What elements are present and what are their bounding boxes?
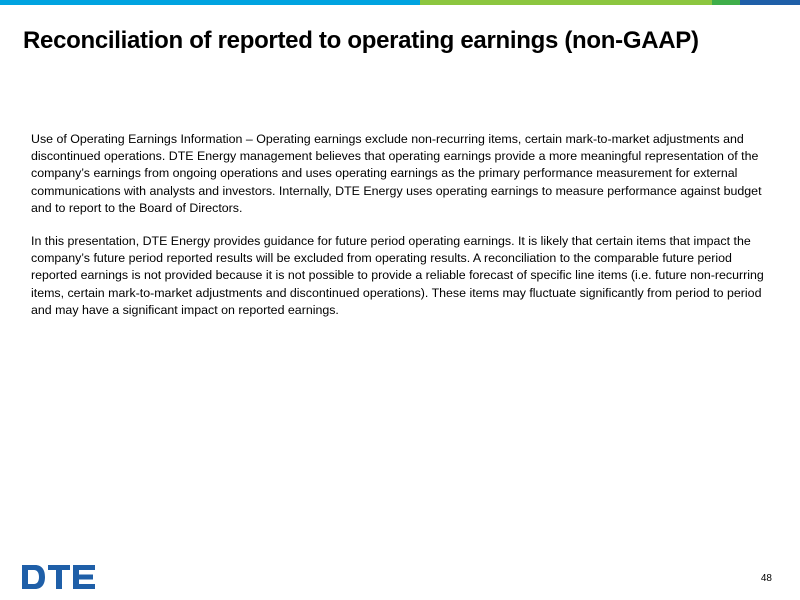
paragraph-operating-earnings: Use of Operating Earnings Information – Operating earnings exclude non-recurring items, certain mark-to-market adjustments and discontinued operations. DTE Energy management believes that operating earnings provide a more meaningful representation of the company’s earnings from ongoing operations and uses operating earnings as the primary performance measurement for external communications with analysts and investors. Internally, DTE Energy uses operating earnings to measure performance against budget and to report to the Board of Directors. [31, 132, 762, 215]
accent-bar-blue [0, 0, 420, 5]
paragraph-guidance: In this presentation, DTE Energy provides guidance for future period operating earnings. It is likely that certain items that impact the company’s future period reported results will be excluded from operating results. A reconciliation to the comparable future period reported earnings is not provided because it is not possible to provide a reliable forecast of specific line items (i.e. future non-recurring items, certain mark-to-market adjustments and discontinued operations). These items may fluctuate significantly from period to period and may have a significant impact on reported earnings. [31, 234, 764, 317]
dte-logo [22, 565, 96, 589]
accent-bar-navy [740, 0, 800, 5]
accent-bar-green [712, 0, 740, 5]
accent-bar-lime [420, 0, 712, 5]
top-accent-bar [0, 0, 800, 5]
page-number: 48 [760, 573, 772, 584]
slide-title: Reconciliation of reported to operating earnings (non-GAAP) [23, 27, 699, 54]
slide-body [31, 131, 771, 335]
